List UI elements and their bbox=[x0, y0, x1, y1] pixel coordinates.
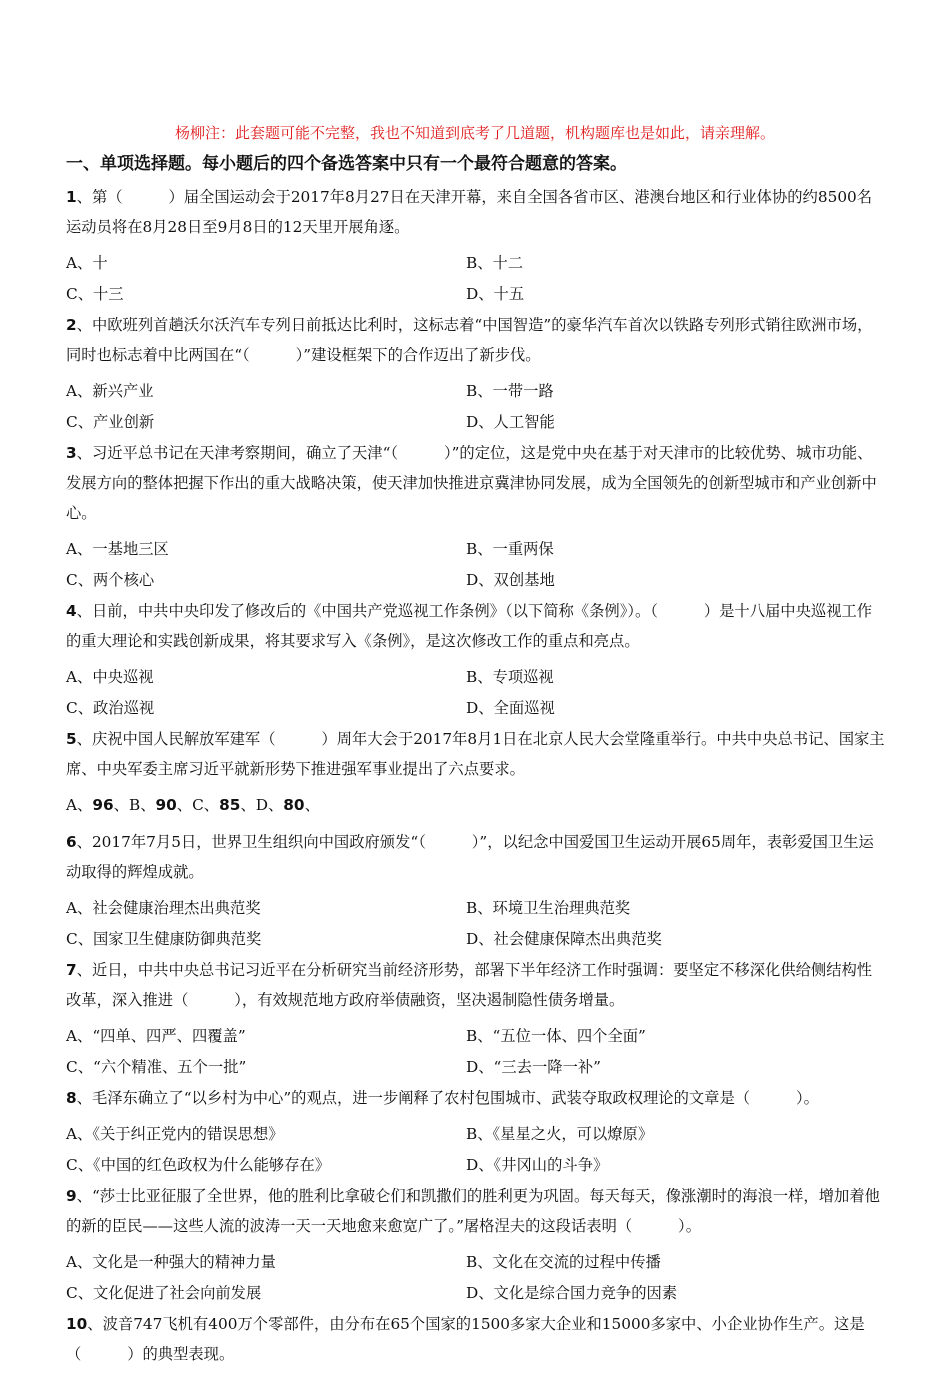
question-1 bbox=[66, 182, 886, 310]
option-a[interactable]: A、社会健康治理杰出典范奖 bbox=[66, 899, 261, 917]
question-stem: 、庆祝中国人民解放军建军（ ）周年大会于2017年8月1日在北京人民大会堂隆重举行。中共中央总书记、国家主席、中央军委主席习近平就新形势下推进强军事业提出了六点要求。 bbox=[66, 730, 885, 778]
question-number: 7 bbox=[66, 961, 77, 979]
option-a[interactable]: A、“四单、四严、四覆盖” bbox=[66, 1027, 246, 1045]
question-7 bbox=[66, 955, 886, 1083]
question-stem: 、日前，中共中央印发了修改后的《中国共产党巡视工作条例》（以下简称《条例》）。（ ）是十八届中央巡视工作的重大理论和实践创新成果，将其要求写入《条例》，是这次修改工作的重点和亮点。 bbox=[66, 602, 873, 650]
question-number: 2 bbox=[66, 316, 77, 334]
option-c[interactable]: C、文化促进了社会向前发展 bbox=[66, 1284, 262, 1302]
question-text bbox=[66, 724, 886, 784]
option-d-label: 、D、 bbox=[240, 796, 284, 814]
option-d[interactable]: D、人工智能 bbox=[466, 413, 555, 431]
question-number: 9 bbox=[66, 1187, 77, 1205]
option-b[interactable]: B、《星星之火，可以燎原》 bbox=[466, 1125, 654, 1143]
options bbox=[66, 1119, 886, 1181]
option-b[interactable]: B、文化在交流的过程中传播 bbox=[466, 1253, 661, 1271]
options bbox=[66, 662, 886, 724]
option-a[interactable]: A、《关于纠正党内的错误思想》 bbox=[66, 1125, 284, 1143]
question-stem: 、近日，中共中央总书记习近平在分析研究当前经济形势，部署下半年经济工作时强调：要坚定不移深化供给侧结构性改革，深入推进（ ），有效规范地方政府举债融资，坚决遏制隐性债务增量。 bbox=[66, 961, 873, 1009]
option-c[interactable]: C、“六个精准、五个一批” bbox=[66, 1058, 247, 1076]
option-end: 、 bbox=[304, 796, 320, 814]
question-text bbox=[66, 310, 886, 370]
option-a[interactable]: A、中央巡视 bbox=[66, 668, 154, 686]
question-stem: 、习近平总书记在天津考察期间，确立了天津“（ ）”的定位，这是党中央在基于对天津市的比较优势、城市功能、发展方向的整体把握下作出的重大战略决策，使天津加快推进京冀津协同发展，成为全国领先的创新型城市和产业创新中心。 bbox=[66, 444, 877, 522]
option-a[interactable]: A、一基地三区 bbox=[66, 540, 169, 558]
option-d[interactable]: D、文化是综合国力竞争的因素 bbox=[466, 1284, 678, 1302]
question-text bbox=[66, 1309, 886, 1369]
inline-options bbox=[66, 790, 886, 821]
question-number: 1 bbox=[66, 188, 77, 206]
option-d[interactable]: 80 bbox=[283, 796, 305, 814]
question-number: 6 bbox=[66, 833, 77, 851]
options bbox=[66, 1021, 886, 1083]
section-title: 一、单项选择题。每小题后的四个备选答案中只有一个最符合题意的答案。 bbox=[66, 154, 627, 174]
option-b[interactable]: 90 bbox=[155, 796, 177, 814]
option-c[interactable]: C、国家卫生健康防御典范奖 bbox=[66, 930, 262, 948]
question-text bbox=[66, 955, 886, 1015]
option-b[interactable]: B、一带一路 bbox=[466, 382, 554, 400]
options bbox=[66, 534, 886, 596]
question-text bbox=[66, 182, 886, 242]
question-stem: 、波音747飞机有400万个零部件，由分布在65个国家的1500多家大企业和15000多家中、小企业协作生产。这是（ ）的典型表现。 bbox=[66, 1315, 865, 1363]
option-c[interactable]: C、十三 bbox=[66, 285, 124, 303]
question-stem: 、毛泽东确立了“以乡村为中心”的观点，进一步阐释了农村包围城市、武装夺取政权理论的文章是（ ）。 bbox=[76, 1089, 819, 1107]
question-text bbox=[66, 1181, 886, 1241]
option-d[interactable]: D、“三去一降一补” bbox=[466, 1058, 601, 1076]
option-a[interactable]: A、文化是一种强大的精神力量 bbox=[66, 1253, 276, 1271]
question-8 bbox=[66, 1083, 886, 1181]
option-d[interactable]: D、全面巡视 bbox=[466, 699, 555, 717]
option-a[interactable]: A、十 bbox=[66, 254, 108, 272]
option-b[interactable]: B、十二 bbox=[466, 254, 524, 272]
option-c[interactable]: C、政治巡视 bbox=[66, 699, 155, 717]
option-c[interactable]: C、《中国的红色政权为什么能够存在》 bbox=[66, 1156, 331, 1174]
question-stem: 、第（ ）届全国运动会于2017年8月27日在天津开幕，来自全国各省市区、港澳台地区和行业体协的约8500名运动员将在8月28日至9月8日的12天里开展角逐。 bbox=[66, 188, 873, 236]
question-text bbox=[66, 1083, 886, 1113]
question-6 bbox=[66, 827, 886, 955]
question-text bbox=[66, 827, 886, 887]
option-d[interactable]: D、双创基地 bbox=[466, 571, 555, 589]
question-10 bbox=[66, 1309, 886, 1369]
question-list bbox=[66, 182, 886, 1375]
option-b[interactable]: B、“五位一体、四个全面” bbox=[466, 1027, 646, 1045]
question-5 bbox=[66, 724, 886, 827]
option-a-label: A、 bbox=[66, 796, 93, 814]
option-b-label: 、B、 bbox=[113, 796, 156, 814]
option-b[interactable]: B、环境卫生治理典范奖 bbox=[466, 899, 631, 917]
question-number: 10 bbox=[66, 1315, 88, 1333]
question-number: 5 bbox=[66, 730, 77, 748]
option-c[interactable]: 85 bbox=[219, 796, 241, 814]
options bbox=[66, 376, 886, 438]
option-d[interactable]: D、《井冈山的斗争》 bbox=[466, 1156, 609, 1174]
option-c[interactable]: C、两个核心 bbox=[66, 571, 155, 589]
question-9 bbox=[66, 1181, 886, 1309]
options bbox=[66, 1247, 886, 1309]
question-text bbox=[66, 438, 886, 528]
option-a[interactable]: A、新兴产业 bbox=[66, 382, 154, 400]
question-3 bbox=[66, 438, 886, 596]
options bbox=[66, 248, 886, 310]
question-2 bbox=[66, 310, 886, 438]
question-stem: 、2017年7月5日，世界卫生组织向中国政府颁发“（ ）”，以纪念中国爱国卫生运动开展65周年，表彰爱国卫生运动取得的辉煌成就。 bbox=[66, 833, 874, 881]
options bbox=[66, 893, 886, 955]
question-number: 8 bbox=[66, 1089, 77, 1107]
question-number: 4 bbox=[66, 602, 77, 620]
option-d[interactable]: D、社会健康保障杰出典范奖 bbox=[466, 930, 662, 948]
option-b[interactable]: B、一重两保 bbox=[466, 540, 554, 558]
option-c-label: 、C、 bbox=[176, 796, 220, 814]
question-stem: 、“莎士比亚征服了全世界，他的胜利比拿破仑们和凯撒们的胜利更为巩固。每天每天，像涨潮时的海浪一样，增加着他的新的臣民——这些人流的波涛一天一天地愈来愈宽广了。”屠格涅夫的这段话表明（ ）。 bbox=[66, 1187, 880, 1235]
option-c[interactable]: C、产业创新 bbox=[66, 413, 155, 431]
question-text bbox=[66, 596, 886, 656]
option-a[interactable]: 96 bbox=[92, 796, 114, 814]
option-b[interactable]: B、专项巡视 bbox=[466, 668, 554, 686]
question-number: 3 bbox=[66, 444, 77, 462]
question-4 bbox=[66, 596, 886, 724]
option-d[interactable]: D、十五 bbox=[466, 285, 525, 303]
editor-note: 杨柳注：此套题可能不完整，我也不知道到底考了几道题，机构题库也是如此，请亲理解。 bbox=[174, 124, 775, 142]
question-stem: 、中欧班列首趟沃尔沃汽车专列日前抵达比利时，这标志着“中国智造”的豪华汽车首次以铁路专列形式销往欧洲市场，同时也标志着中比两国在“（ ）”建设框架下的合作迈出了新步伐。 bbox=[66, 316, 873, 364]
